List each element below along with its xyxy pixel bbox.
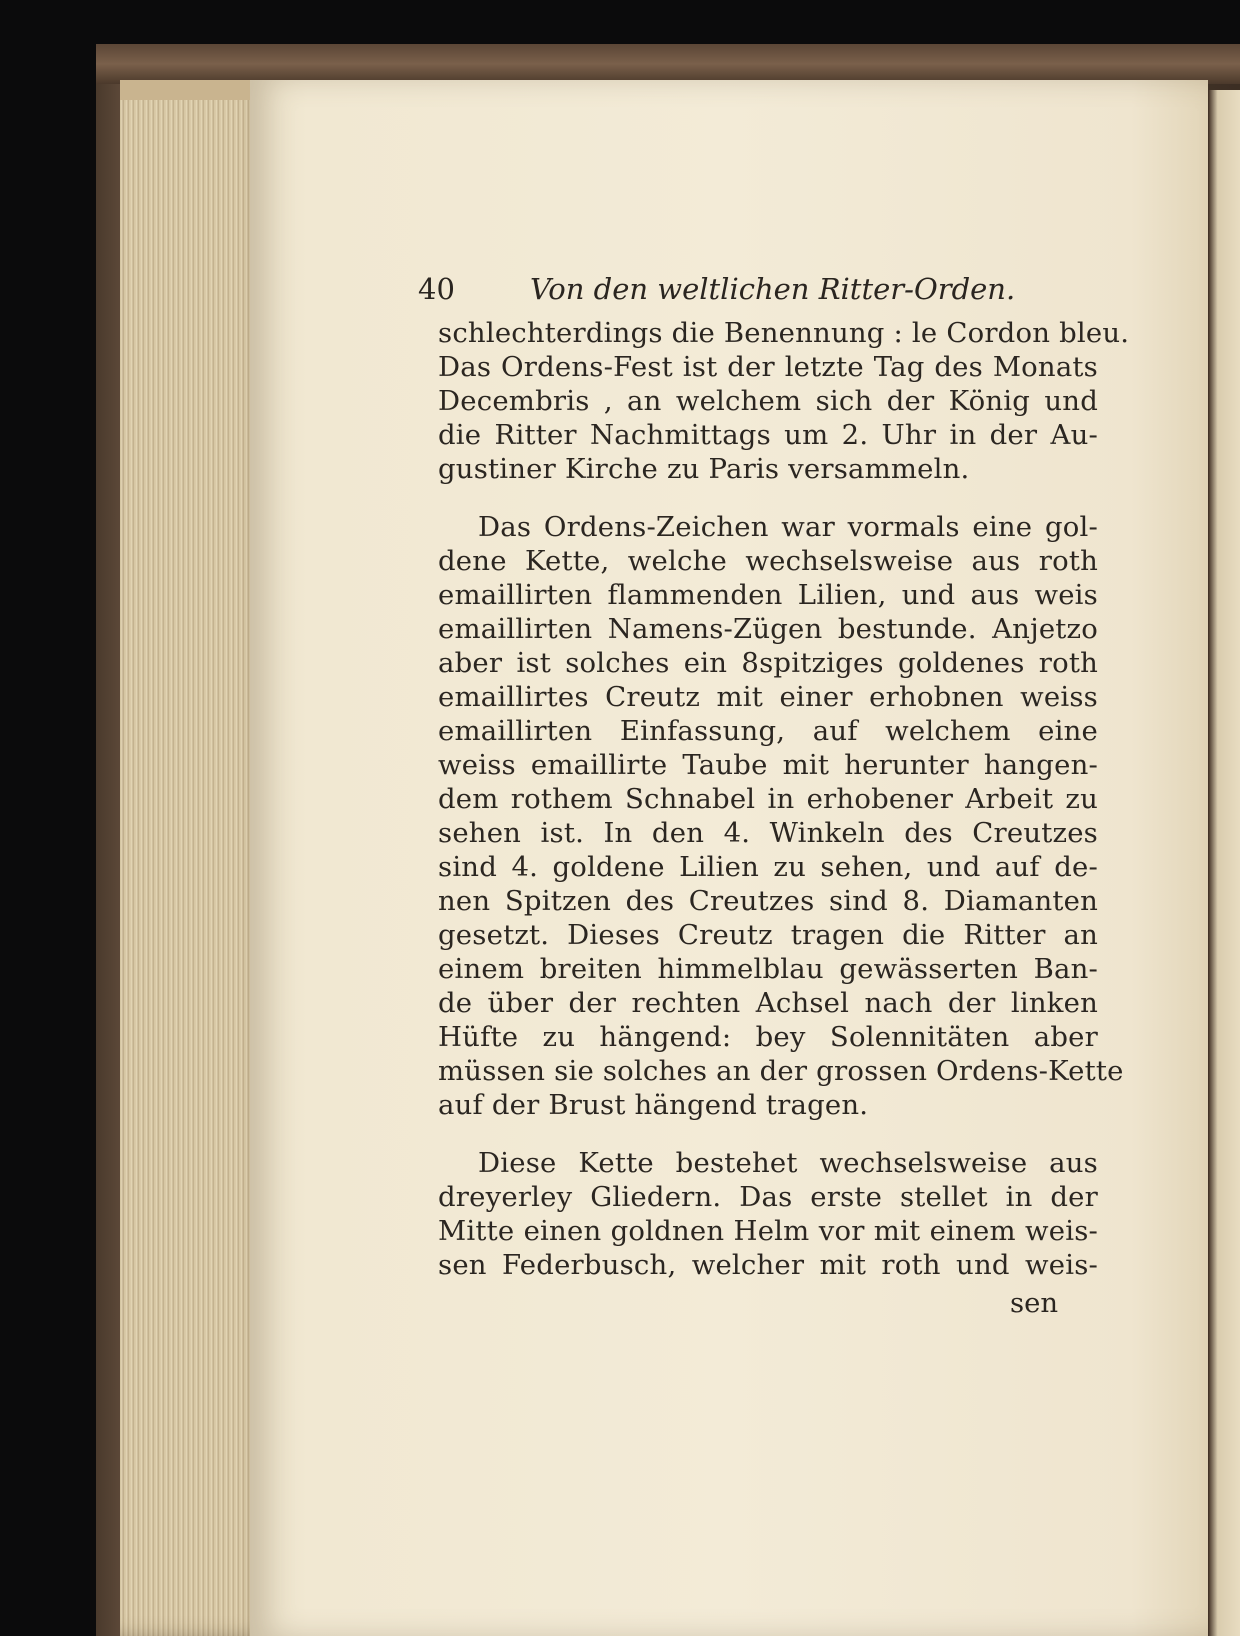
text-line: die Ritter Nachmittags um 2. Uhr in der Au- [438,419,1098,451]
text-line: auf der Brust hängend tragen. [438,1089,869,1121]
text-line: weiss emaillirte Taube mit herunter hangen- [438,749,1098,781]
text-line: emaillirten flammenden Lilien, und aus weis [438,579,1098,611]
text-line: dene Kette, welche wechselsweise aus roth [438,545,1098,577]
text-line: sehen ist. In den 4. Winkeln des Creutzes [438,817,1098,849]
text-line: müssen sie solches an der grossen Ordens-Kette [438,1055,1124,1087]
text-line: dreyerley Gliedern. Das erste stellet in der [438,1181,1098,1213]
page-header [418,272,1138,312]
text-line: Hüfte zu hängend: bey Solennitäten aber [438,1021,1098,1053]
text-line: Das Ordens-Zeichen war vormals eine gol- [478,511,1098,543]
page-edges-stack [120,80,270,1636]
page-edges-top [120,80,270,100]
text-line: gesetzt. Dieses Creutz tragen die Ritter an [438,919,1098,951]
text-line: emaillirtes Creutz mit einer erhobnen weiss [438,681,1098,713]
cover-top-edge [96,44,1240,84]
text-line: emaillirten Namens-Zügen bestunde. Anjetzo [438,613,1098,645]
text-line: Diese Kette bestehet wechselsweise aus [478,1147,1098,1179]
text-line: gustiner Kirche zu Paris versammeln. [438,453,970,485]
text-line: einem breiten himmelblau gewässerten Ban- [438,953,1098,985]
text-line: sen Federbusch, welcher mit roth und weis- [438,1249,1098,1281]
text-line: schlechterdings die Benennung : le Cordon bleu. [438,317,1130,349]
catchword: sen [1010,1287,1059,1319]
text-line: sind 4. goldene Lilien zu sehen, und auf de- [438,851,1098,883]
text-line: Mitte einen goldnen Helm vor mit einem weis- [438,1215,1098,1247]
text-line: dem rothem Schnabel in erhobener Arbeit zu [438,783,1098,815]
text-line: de über der rechten Achsel nach der linken [438,987,1098,1019]
text-line: Decembris , an welchem sich der König und [438,385,1098,417]
text-line: emaillirten Einfassung, auf welchem eine [438,715,1098,747]
text-line: aber ist solches ein 8spitziges goldenes roth [438,647,1098,679]
page-number: 40 [418,272,455,306]
text-line: nen Spitzen des Creutzes sind 8. Diamanten [438,885,1098,917]
text-line: Das Ordens-Fest ist der letzte Tag des Monats [438,351,1098,383]
running-title: Von den weltlichen Ritter-Orden. [530,272,1016,306]
adjacent-page-edge [1208,90,1240,1636]
